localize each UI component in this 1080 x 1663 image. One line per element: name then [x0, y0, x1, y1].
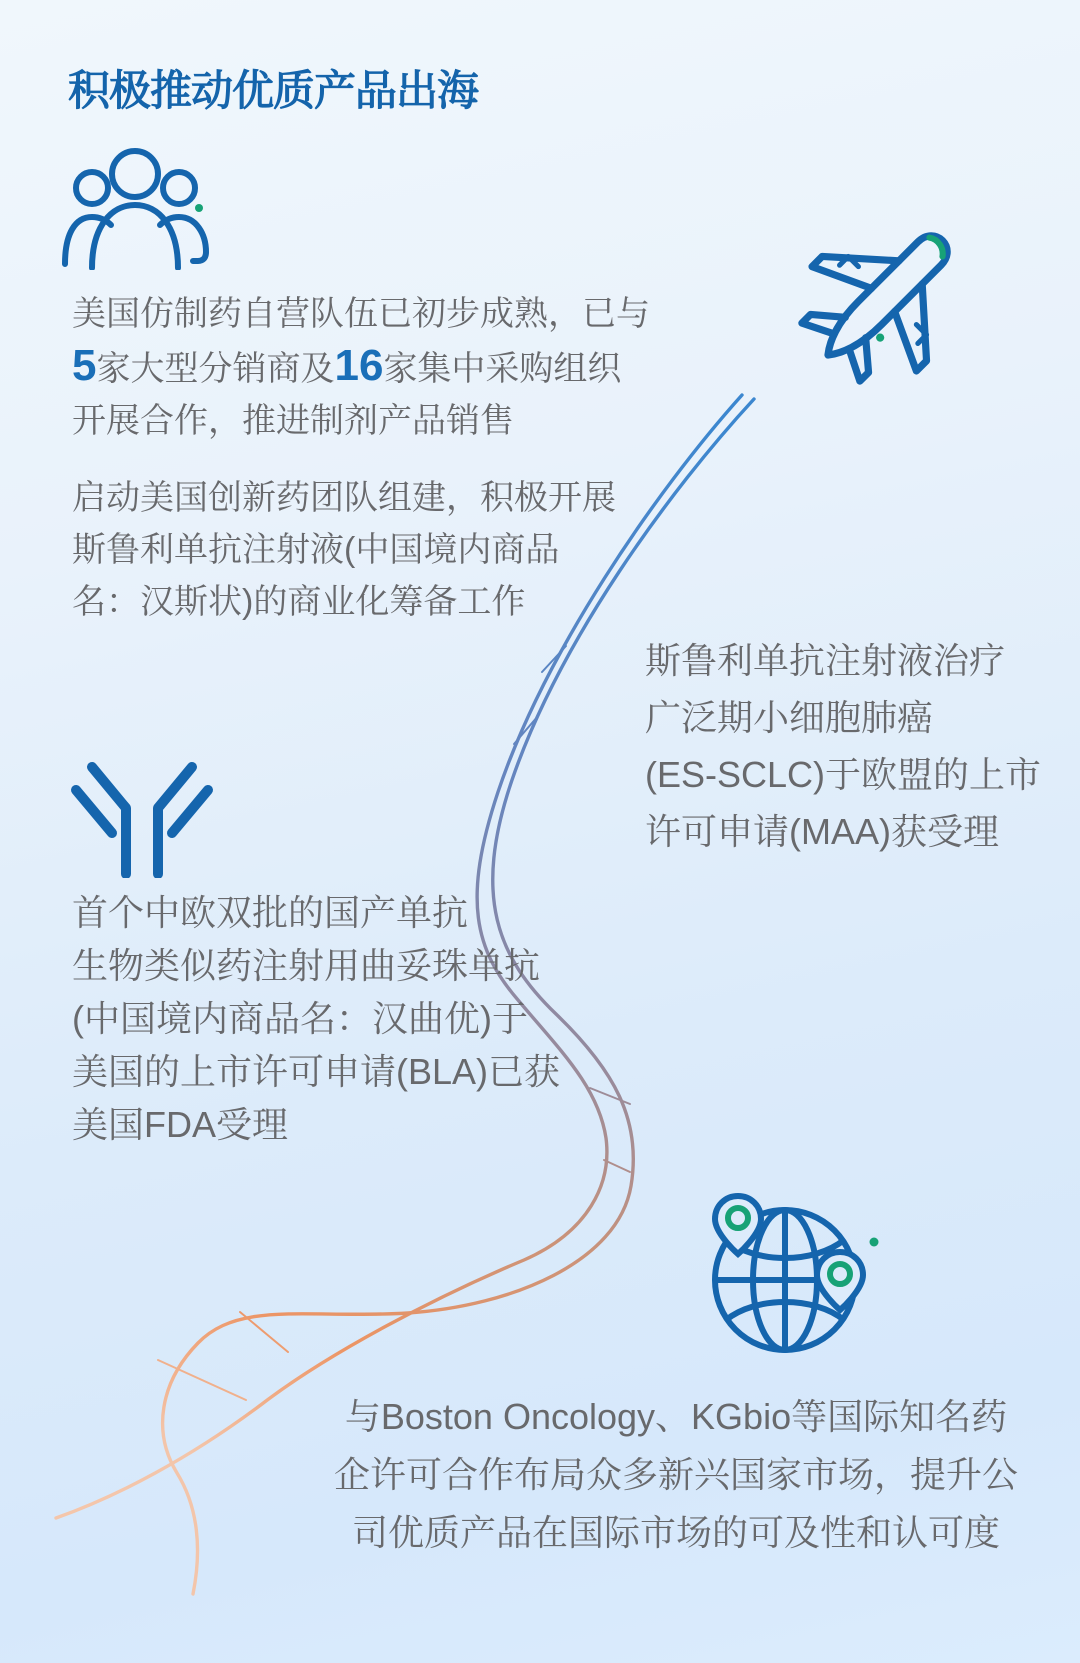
globe-location-pins-icon	[690, 1188, 885, 1360]
paragraph-partnerships: 与Boston Oncology、KGbio等国际知名药 企许可合作布局众多新兴国家市场，提升公 司优质产品在国际市场的可及性和认可度	[333, 1396, 1018, 1553]
line-1: 美国仿制药自营队伍已初步成熟，已与	[72, 295, 650, 333]
line-3: 开展合作，推进制剂产品销售	[72, 402, 514, 440]
line-2-mid: 家大型分销商及	[96, 350, 335, 388]
airplane-icon	[782, 196, 987, 401]
stat-gpo-count: 16	[334, 341, 384, 390]
line-2	[72, 340, 650, 395]
team-people-icon	[60, 142, 212, 270]
paragraph-trastuzumab-us: 首个中欧双批的国产单抗 生物类似药注射用曲妥珠单抗 (中国境内商品名：汉曲优)于 美国的上市许可申请(BLA)已获 美国FDA受理	[72, 892, 561, 1145]
paragraph-us-generics	[72, 288, 650, 447]
antibody-icon	[68, 708, 218, 878]
paragraph-serplulimab-eu: 斯鲁利单抗注射液治疗 广泛期小细胞肺癌 (ES-SCLC)于欧盟的上市 许可申请(MAA)获受理	[645, 640, 1042, 852]
line-2-tail: 家集中采购组织	[383, 350, 622, 388]
page-title: 积极推动优质产品出海	[68, 67, 479, 114]
paragraph-us-innovation: 启动美国创新药团队组建，积极开展 斯鲁利单抗注射液(中国境内商品 名：汉斯状)的商业化筹备工作	[72, 479, 616, 621]
map-pin-2	[817, 1252, 863, 1310]
stat-distributors-count: 5	[72, 341, 97, 390]
